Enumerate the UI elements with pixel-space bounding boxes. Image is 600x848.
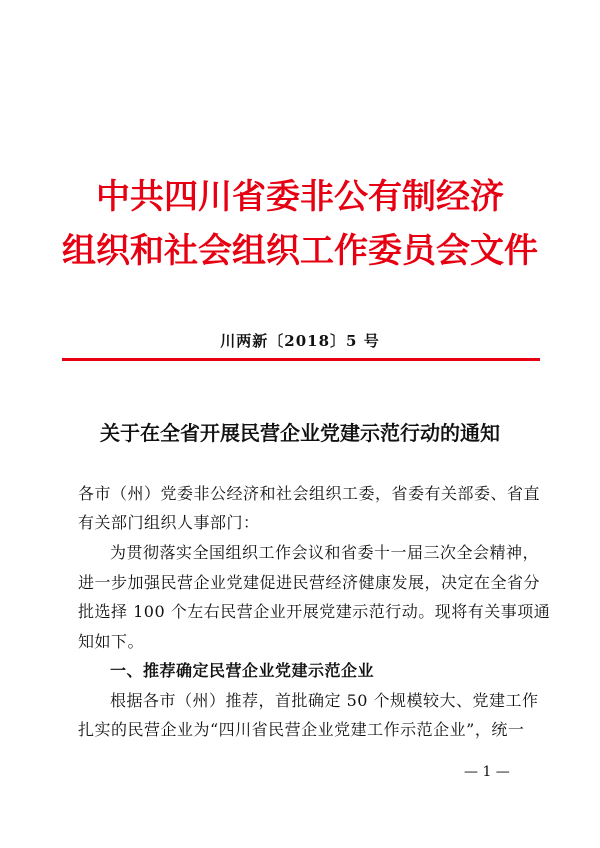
document-number: 川两新〔2018〕5 号 (220, 332, 380, 350)
page-number: — 1 — (464, 764, 510, 780)
notice-title: 关于在全省开展民营企业党建示范行动的通知 (100, 421, 500, 445)
paragraph-1-line-4: 知如下。 (78, 632, 145, 651)
paragraph-1-line-2: 进一步加强民营企业党建促进民营经济健康发展，决定在全省分 (78, 573, 541, 592)
red-divider-line (62, 358, 540, 361)
paragraph-1-line-3: 批选择 100 个左右民营企业开展党建示范行动。现将有关事项通 (78, 602, 551, 621)
document-header-line-1: 中共四川省委非公有制经济 (96, 177, 504, 217)
paragraph-1-line-1: 为贯彻落实全国组织工作会议和省委十一届三次全会精神， (110, 543, 540, 562)
document-header-line-2: 组织和社会组织工作委员会文件 (62, 231, 538, 271)
paragraph-2-line-1: 根据各市（州）推荐，首批确定 50 个规模较大、党建工作 (110, 691, 539, 710)
addressee-line-1: 各市（州）党委非公经济和社会组织工委，省委有关部委、省直 (78, 484, 541, 503)
paragraph-2-line-2: 扎实的民营企业为“四川省民营企业党建工作示范企业”，统一 (78, 720, 525, 739)
section-1-heading: 一、推荐确定民营企业党建示范企业 (110, 661, 375, 680)
addressee-line-2: 有关部门组织人事部门： (78, 513, 260, 532)
